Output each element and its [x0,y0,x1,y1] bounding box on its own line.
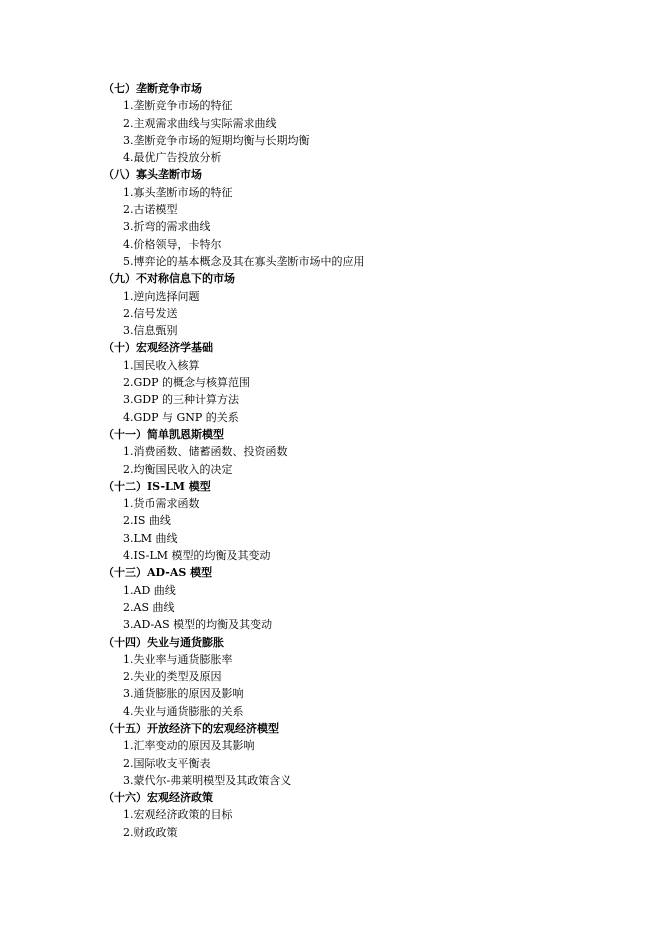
list-item: 3.蒙代尔-弗莱明模型及其政策含义 [123,773,292,787]
section-12 [0,478,662,564]
list-item: 3.LM 曲线 [123,531,178,545]
list-item: 2.财政政策 [123,825,178,839]
section-title: （十四）失业与通货膨胀 [103,635,224,649]
list-item: 4.GDP 与 GNP 的关系 [123,410,239,424]
list-item: 1.货币需求函数 [123,497,200,511]
section-title: （九）不对称信息下的市场 [103,272,235,286]
section-title: （八）寡头垄断市场 [103,168,202,182]
section-title: （十二）IS-LM 模型 [103,479,211,493]
section-title: （十三）AD-AS 模型 [103,566,213,580]
section-title: （十一）简单凯恩斯模型 [103,427,224,441]
list-item: 3.通货膨胀的原因及影响 [123,687,244,701]
section-11 [0,426,662,478]
list-item: 1.宏观经济政策的目标 [123,808,233,822]
section-15 [0,720,662,789]
list-item: 3.GDP 的三种计算方法 [123,393,239,407]
list-item: 1.寡头垄断市场的特征 [123,185,233,199]
list-item: 3.折弯的需求曲线 [123,220,211,234]
list-item: 2.GDP 的概念与核算范围 [123,376,250,390]
list-item: 1.逆向选择问题 [123,289,200,303]
list-item: 3.垄断竞争市场的短期均衡与长期均衡 [123,133,310,147]
list-item: 2.信号发送 [123,306,178,320]
list-item: 4.价格领导，卡特尔 [123,237,222,251]
list-item: 3.AD-AS 模型的均衡及其变动 [123,618,273,632]
list-item: 4.最优广告投放分析 [123,151,222,165]
section-13 [0,564,662,633]
list-item: 1.消费函数、储蓄函数、投资函数 [123,445,288,459]
list-item: 4.失业与通货膨胀的关系 [123,704,244,718]
list-item: 3.信息甄别 [123,324,178,338]
list-item: 1.垄断竞争市场的特征 [123,99,233,113]
section-9 [0,270,662,339]
section-title: （七）垄断竞争市场 [103,82,202,95]
list-item: 2.古诺模型 [123,203,178,217]
list-item: 4.IS-LM 模型的均衡及其变动 [123,549,271,563]
section-10 [0,339,662,425]
list-item: 1.汇率变动的原因及其影响 [123,739,255,753]
section-7 [0,80,662,166]
section-14 [0,634,662,720]
list-item: 1.失业率与通货膨胀率 [123,652,233,666]
list-item: 5.博弈论的基本概念及其在寡头垄断市场中的应用 [123,254,365,268]
list-item: 2.主观需求曲线与实际需求曲线 [123,116,277,130]
list-item: 2.IS 曲线 [123,514,171,528]
section-title: （十）宏观经济学基础 [103,341,213,355]
list-item: 1.AD 曲线 [123,583,176,597]
list-item: 2.失业的类型及原因 [123,670,222,684]
section-8 [0,166,662,270]
list-item: 2.AS 曲线 [123,600,175,614]
list-item: 2.国际收支平衡表 [123,756,211,770]
list-item: 1.国民收入核算 [123,358,200,372]
section-title: （十五）开放经济下的宏观经济模型 [103,721,279,735]
section-title: （十六）宏观经济政策 [103,791,213,805]
document-page [0,80,662,841]
section-16 [0,789,662,841]
list-item: 2.均衡国民收入的决定 [123,462,233,476]
